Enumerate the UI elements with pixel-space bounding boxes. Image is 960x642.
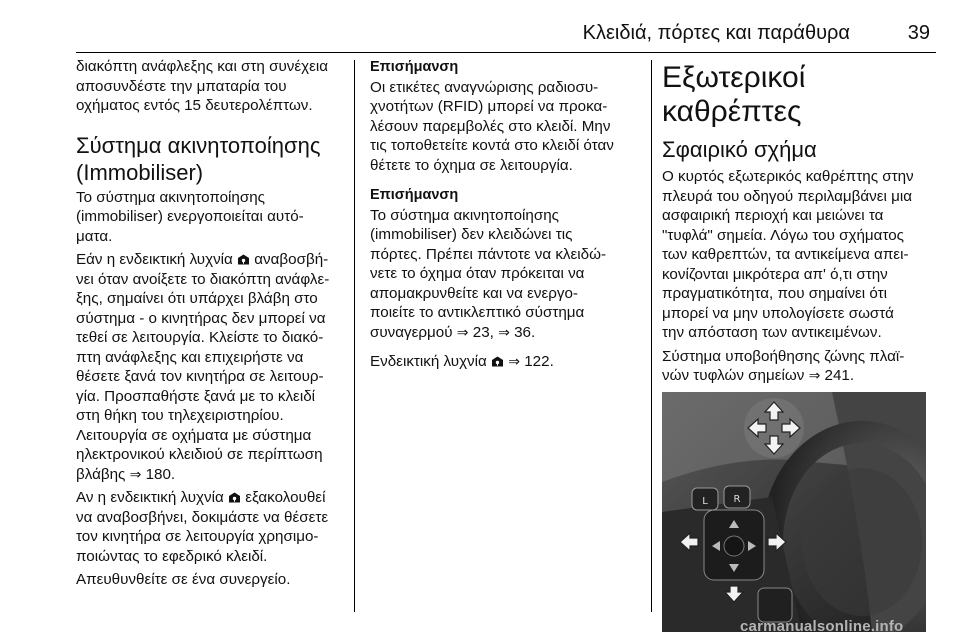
mirror-control-illustration <box>662 392 926 632</box>
intro-paragraph: διακόπτη ανάφλεξης και στη συνέχεια αποσυνδέστε την μπαταρία του οχήματος εντός 15 δευτερολέπτων. <box>76 58 329 114</box>
note-immobiliser-doors: Επισήμανση Το σύστημα ακινητοποίησης (immobiliser) δεν κλειδώνει τις πόρτες. Πρέπει πάντοτε να κλειδώ- νετε το όχημα όταν πρόκειται να απομακρυνθείτε και να ενεργο- ποιείτε το αντικλεπτικό σύστημα συναγερμού ⇒ 23, ⇒ 36. <box>370 187 607 341</box>
immobiliser-paragraph-3: Αν η ενδεικτική λυχνία εξακολουθεί να αναβοσβήνει, δοκιμάστε να θέσετε τον κινητήρα σε λειτουργία χρησιμο- ποιώντας το εφεδρικό κλειδί. <box>76 489 329 565</box>
column-1 <box>76 57 344 594</box>
page-reference[interactable]: 180. <box>145 465 176 483</box>
page-reference-arrow-icon: ⇒ <box>508 353 520 369</box>
column-3 <box>662 57 938 436</box>
note-label: Επισήμανση <box>370 59 459 75</box>
warning-lamp-reference: Ενδεικτική λυχνία ⇒ 122. <box>370 353 554 370</box>
page-number: 39 <box>907 22 930 44</box>
convex-shape-subtitle: Σφαιρικό σχήμα <box>662 137 817 162</box>
immobiliser-paragraph-2: Εάν η ενδεικτική λυχνία αναβοσβή- νει όταν ανοίξετε το διακόπτη ανάφλε- ξης, σημαίνει ότι υπάρχει βλάβη στο σύστημα - ο κινητήρας δεν μπορεί να τεθεί σε λειτουργία. Κλείστε το διακό- πτη ανάφλεξης και επιχειρήστε να θέσετε ξανά τον κινητήρα σε λειτουρ- γία. Προσπαθήστε ξανά με το κλειδί στη θήκη του τηλεχειριστηρίου. Λειτουργία σε οχήματα με σύστημα ηλεκτρονικού κλειδιού σε περίπτωση βλάβης ⇒ 180. <box>76 251 330 483</box>
page-reference-arrow-icon: ⇒ <box>456 323 469 340</box>
column-divider-2 <box>651 60 652 612</box>
convex-shape-paragraph: Ο κυρτός εξωτερικός καθρέπτης στην πλευρά του οδηγού περιλαμβάνει μια ασφαιρική περιοχή και μειώνει τα "τυφλά" σημεία. Λόγω του σχήματος των καθρεπτών, τα αντικείμενα απει- κονίζονται μικρότερα απ' ό,τι στην πραγματικότητα, που σημαίνει ότι μπορεί να μην υπολογίσετε σωστά την απόσταση των αντικειμένων. <box>662 168 914 341</box>
page-reference-arrow-icon: ⇒ <box>129 465 142 482</box>
immobiliser-paragraph-1: Το σύστημα ακινητοποίησης (immobiliser) ενεργοποιείται αυτό- ματα. <box>76 188 304 245</box>
blind-spot-paragraph: Σύστημα υποβοήθησης ζώνης πλαϊ- νών τυφλών σημείων ⇒ 241. <box>662 347 905 384</box>
note-label: Επισήμανση <box>370 187 459 203</box>
column-2 <box>370 57 646 376</box>
watermark: carmanualsonline.info <box>740 618 904 635</box>
page-reference[interactable]: 241. <box>824 367 855 384</box>
note-rfid: Επισήμανση Οι ετικέτες αναγνώρισης ραδιοσυ- χνοτήτων (RFID) μπορεί να προκα- λέσουν παρεμβολές στο κλειδί. Μην τις τοποθετείτε κοντά στο κλειδί όταν θέτετε το όχημα σε λειτουργία. <box>370 59 614 174</box>
immobiliser-paragraph-4: Απευθυνθείτε σε ένα συνεργείο. <box>76 571 291 588</box>
page-reference[interactable]: 23, <box>472 323 494 341</box>
column-divider-1 <box>354 60 355 612</box>
running-header-title: Κλειδιά, πόρτες και παράθυρα <box>582 22 850 44</box>
page-reference[interactable]: 122. <box>524 353 554 370</box>
immobiliser-lamp-icon <box>228 492 241 503</box>
page-reference-arrow-icon: ⇒ <box>808 367 821 383</box>
immobiliser-lamp-icon <box>237 254 250 265</box>
exterior-mirrors-title: Εξωτερικοί καθρέπτες <box>662 61 806 128</box>
page-reference[interactable]: 36. <box>514 323 536 341</box>
immobiliser-lamp-icon <box>491 356 504 367</box>
immobiliser-section-title: Σύστημα ακινητοποίησης (Immobiliser) <box>76 132 321 185</box>
svg-text:R: R <box>733 494 741 505</box>
page-reference-arrow-icon: ⇒ <box>498 323 510 340</box>
header-rule <box>76 52 936 53</box>
mirror-control-photo <box>662 392 926 632</box>
svg-text:L: L <box>702 496 708 507</box>
